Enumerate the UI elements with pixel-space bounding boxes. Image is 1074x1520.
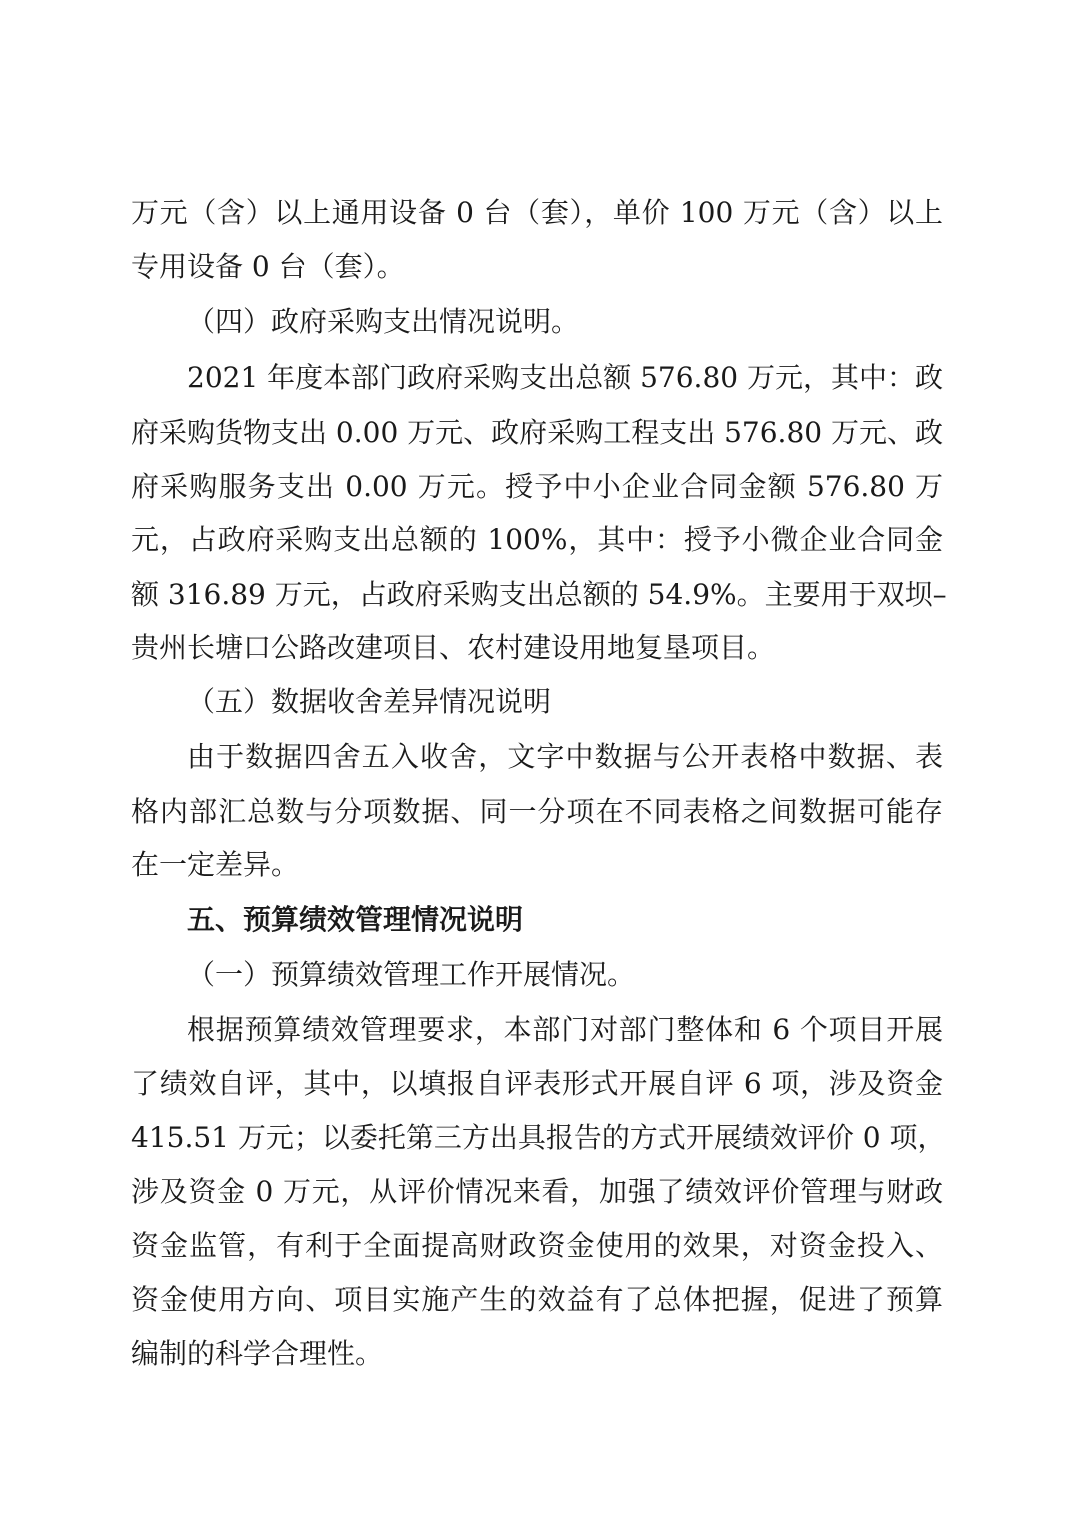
- paragraph-line: 2021 年度本部门政府采购支出总额 576.80 万元，其中：政: [187, 361, 943, 394]
- paragraph-line: 贵州长塘口公路改建项目、农村建设用地复垦项目。: [131, 631, 776, 664]
- section-heading: （一）预算绩效管理工作开展情况。: [187, 958, 636, 991]
- paragraph-line: 根据预算绩效管理要求，本部门对部门整体和 6 个项目开展: [187, 1013, 943, 1046]
- paragraph-line: 府采购服务支出 0.00 万元。授予中小企业合同金额 576.80 万: [131, 470, 943, 503]
- section-heading: （四）政府采购支出情况说明。: [187, 305, 580, 338]
- paragraph-line: 由于数据四舍五入收舍，文字中数据与公开表格中数据、表: [187, 740, 943, 773]
- paragraph-line: 格内部汇总数与分项数据、同一分项在不同表格之间数据可能存: [131, 795, 943, 828]
- paragraph-line: 资金使用方向、项目实施产生的效益有了总体把握，促进了预算: [131, 1283, 943, 1316]
- paragraph-line: 专用设备 0 台（套）。: [131, 250, 405, 283]
- paragraph-line: 编制的科学合理性。: [131, 1337, 384, 1370]
- paragraph-line: 府采购货物支出 0.00 万元、政府采购工程支出 576.80 万元、政: [131, 416, 943, 449]
- chapter-heading: 五、预算绩效管理情况说明: [187, 903, 524, 936]
- paragraph-line: 万元（含）以上通用设备 0 台（套），单价 100 万元（含）以上: [131, 196, 943, 229]
- paragraph-line: 在一定差异。: [131, 848, 300, 881]
- section-heading: （五）数据收舍差异情况说明: [187, 685, 552, 718]
- paragraph-line: 了绩效自评，其中，以填报自评表形式开展自评 6 项，涉及资金: [131, 1067, 943, 1100]
- paragraph-line: 额 316.89 万元，占政府采购支出总额的 54.9%。主要用于双坝–: [131, 578, 947, 611]
- paragraph-line: 涉及资金 0 万元，从评价情况来看，加强了绩效评价管理与财政: [131, 1175, 943, 1208]
- paragraph-line: 415.51 万元；以委托第三方出具报告的方式开展绩效评价 0 项，: [131, 1121, 946, 1154]
- paragraph-line: 元，占政府采购支出总额的 100%，其中：授予小微企业合同金: [131, 523, 943, 556]
- paragraph-line: 资金监管，有利于全面提高财政资金使用的效果，对资金投入、: [131, 1229, 943, 1262]
